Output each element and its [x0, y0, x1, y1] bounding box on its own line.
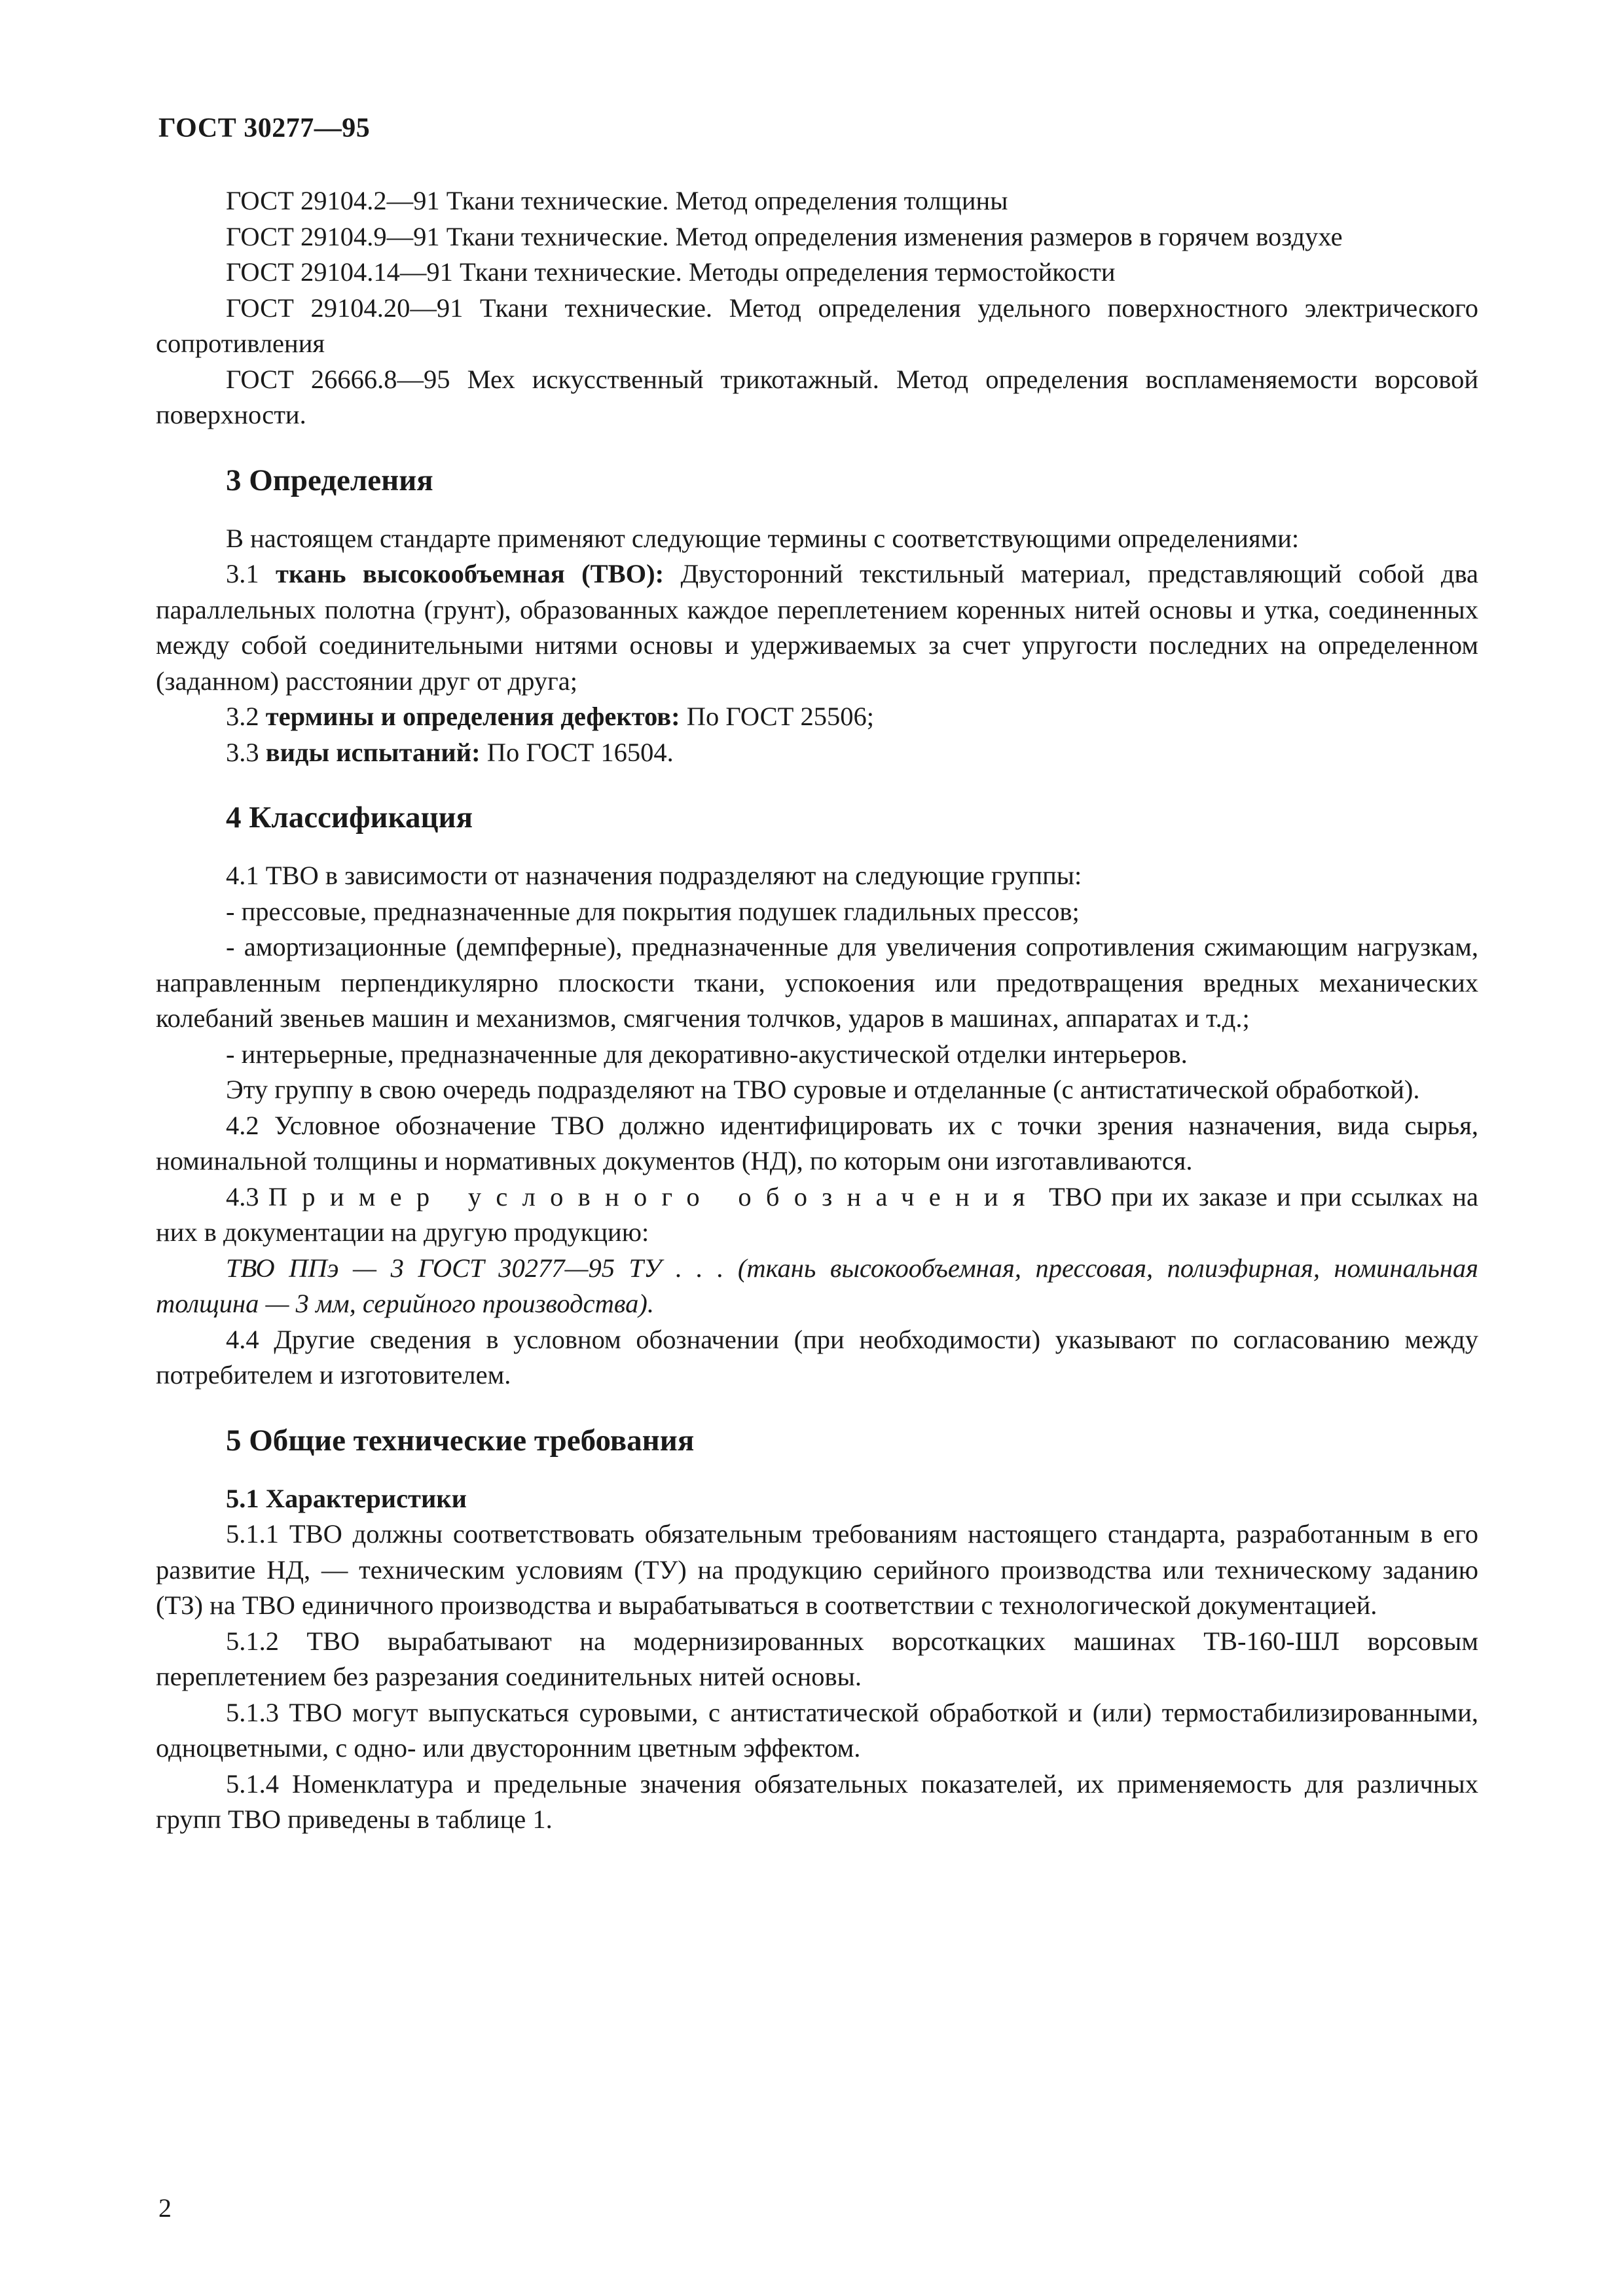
designation-example: ТВО ППэ — 3 ГОСТ 30277—95 ТУ . . . (ткань высокообъемная, прессовая, полиэфирная, номинальная толщина — 3 мм, серийного производства). [156, 1253, 1478, 1318]
reference-item: ГОСТ 29104.9—91 Ткани технические. Метод определения изменения размеров в горячем воздухе [226, 221, 1343, 251]
definition-3-2 [156, 699, 1478, 735]
page-number: 2 [158, 2193, 172, 2223]
paragraph-4-3 [156, 1179, 1478, 1251]
definition-3-3 [156, 735, 1478, 771]
paragraph-group-note: Эту группу в свою очередь подразделяют на ТВО суровые и отделанные (с антистатической обработкой). [226, 1075, 1420, 1104]
paragraph-4-4: 4.4 Другие сведения в условном обозначении (при необходимости) указывают по согласованию между потребителем и изготовителем. [156, 1324, 1478, 1390]
definitions-intro: В настоящем стандарте применяют следующие термины с соответствующими определениями: [226, 523, 1300, 553]
subsection-heading-characteristics: 5.1 Характеристики [226, 1483, 467, 1513]
reference-item: ГОСТ 29104.2—91 Ткани технические. Метод определения толщины [226, 186, 1008, 215]
paragraph-5-1-1: 5.1.1 ТВО должны соответствовать обязательным требованиям настоящего стандарта, разработанным в его развитие НД, — техническим условиям (ТУ) на продукцию серийного производства или техническому заданию (ТЗ) на ТВО единичного производства и вырабатываться в соответствии с технологической документацией. [156, 1519, 1478, 1620]
document-body [156, 183, 1478, 1838]
section-heading-classification: 4 Классификация [226, 800, 473, 834]
reference-item: ГОСТ 26666.8—95 Мех искусственный трикотажный. Метод определения воспламеняемости ворсовой поверхности. [156, 364, 1478, 429]
section-heading-definitions: 3 Определения [226, 463, 433, 497]
definition-term: виды испытаний: [265, 737, 481, 767]
definition-text: Двусторонний текстильный материал, представляющий собой два параллельных полотна (грунт), образованных каждое переплетением коренных нитей основы и утка, соединенных между собой соединительными нитями основы и удерживаемых за счет упругости последних на определенном (заданном) расстоянии друг от друга; [156, 559, 1479, 696]
paragraph-5-1-3: 5.1.3 ТВО могут выпускаться суровыми, с антистатической обработкой и (или) термостабилизированными, одноцветными, с одно- или двусторонним цветным эффектом. [156, 1697, 1478, 1763]
paragraph-number: 4.3 [226, 1181, 259, 1211]
document-header: ГОСТ 30277—95 [158, 113, 371, 143]
definition-term: термины и определения дефектов: [265, 702, 680, 731]
paragraph-4-1: 4.1 ТВО в зависимости от назначения подразделяют на следующие группы: [226, 861, 1082, 890]
definition-term: ткань высокообъемная (ТВО): [275, 559, 665, 588]
definition-number: 3.1 [226, 559, 259, 588]
reference-item: ГОСТ 29104.14—91 Ткани технические. Методы определения термостойкости [226, 257, 1116, 287]
spaced-term: Пример условного обозначения [268, 1181, 1040, 1211]
paragraph-text: ТВО при их заказе и при ссылках на них в документации на другую продукцию: [156, 1181, 1479, 1247]
paragraph-5-1-2: 5.1.2 ТВО вырабатывают на модернизированных ворсоткацких машинах ТВ-160-ШЛ ворсовым переплетением без разрезания соединительных нитей основы. [156, 1626, 1478, 1691]
paragraph-4-2: 4.2 Условное обозначение ТВО должно идентифицировать их с точки зрения назначения, вида сырья, номинальной толщины и нормативных документов (НД), по которым они изготавливаются. [156, 1110, 1478, 1175]
section-heading-requirements: 5 Общие технические требования [226, 1423, 695, 1458]
definition-text: По ГОСТ 16504. [486, 737, 674, 767]
reference-item: ГОСТ 29104.20—91 Ткани технические. Метод определения удельного поверхностного электрического сопротивления [156, 293, 1478, 358]
definition-number: 3.3 [226, 737, 259, 767]
list-item: - амортизационные (демпферные), предназначенные для увеличения сопротивления сжимающим нагрузкам, направленным перпендикулярно плоскости ткани, успокоения или предотвращения вредных механических колебаний звеньев машин и механизмов, смягчения толчков, ударов в машинах, аппаратах и т.д.; [156, 932, 1478, 1033]
definition-number: 3.2 [226, 702, 259, 731]
definition-3-1 [156, 556, 1478, 699]
list-item: - прессовые, предназначенные для покрытия подушек гладильных прессов; [226, 896, 1080, 926]
list-item: - интерьерные, предназначенные для декоративно-акустической отделки интерьеров. [226, 1039, 1188, 1069]
definition-text: По ГОСТ 25506; [686, 702, 874, 731]
paragraph-5-1-4: 5.1.4 Номенклатура и предельные значения обязательных показателей, их применяемость для различных групп ТВО приведены в таблице 1. [156, 1768, 1478, 1834]
